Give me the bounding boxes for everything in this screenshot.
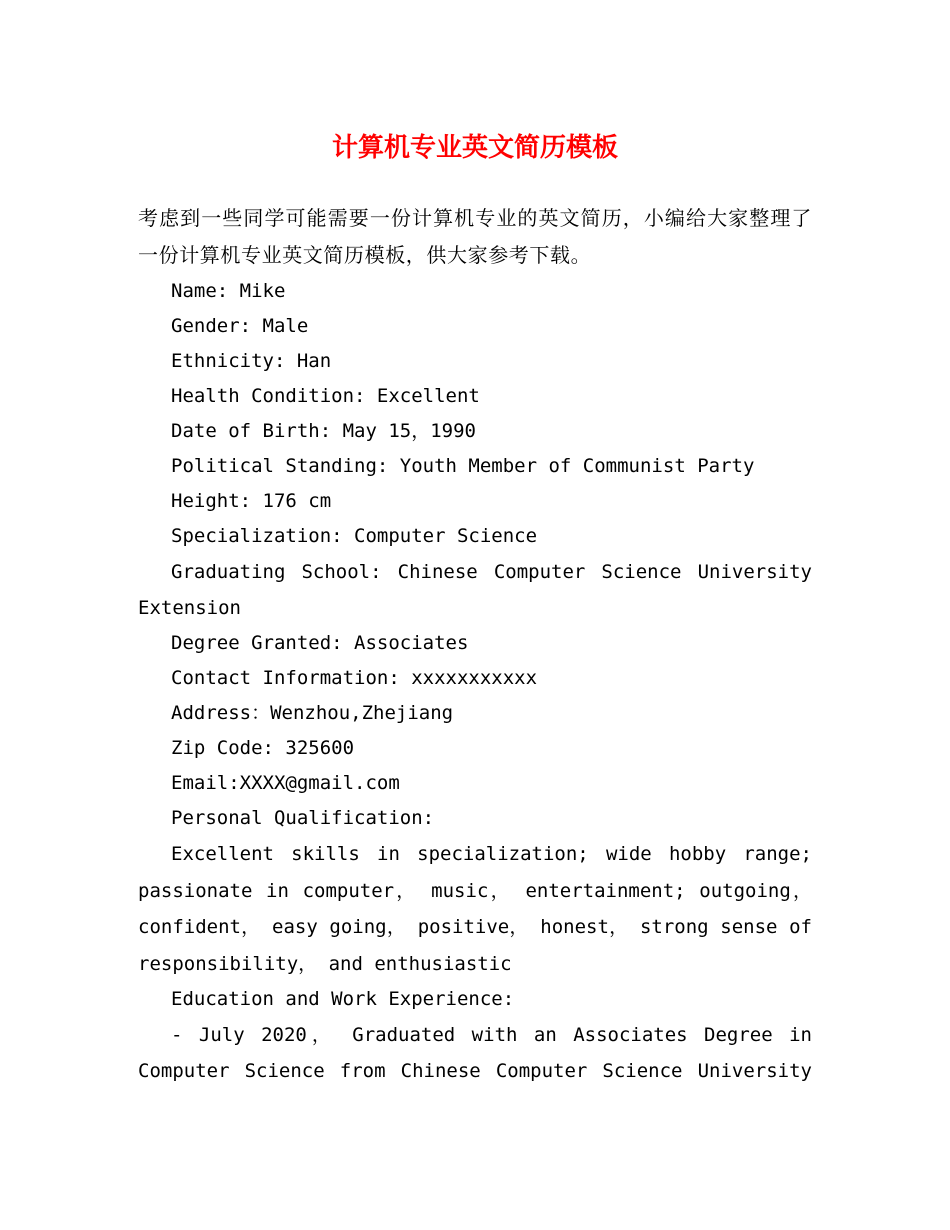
field-ethnicity: Ethnicity: Han (171, 350, 332, 372)
field-graduating-school: Graduating School: Chinese Computer Science University (171, 561, 812, 583)
document-body (138, 200, 812, 1089)
education-line-2: Computer Science from Chinese Computer Science University (138, 1060, 812, 1082)
field-contact-information: Contact Information: xxxxxxxxxxx (171, 667, 538, 689)
field-height: Height: 176 cm (171, 490, 332, 512)
intro-paragraph: 考虑到一些同学可能需要一份计算机专业的英文简历，小编给大家整理了一份计算机专业英文简历模板，供大家参考下载。 (138, 206, 812, 267)
document-title: 计算机专业英文简历模板 (331, 133, 618, 163)
field-graduating-school-continued: Extension (138, 597, 241, 619)
field-political-standing: Political Standing: Youth Member of Communist Party (171, 455, 755, 477)
field-specialization: Specialization: Computer Science (171, 525, 538, 547)
qualification-paragraph: Excellent skills in specialization; wide hobby range; passionate in computer， music， entertainment; outgoing，confident， easy going， positive， honest， strong sense of responsibility， and enthusiastic (138, 843, 812, 975)
field-health-condition: Health Condition: Excellent (171, 385, 480, 407)
personal-qualification-heading: Personal Qualification: (171, 807, 435, 829)
field-address: Address：Wenzhou,Zhejiang (171, 702, 454, 724)
education-heading: Education and Work Experience: (171, 988, 515, 1010)
field-name: Name: Mike (171, 280, 286, 302)
field-degree-granted: Degree Granted: Associates (171, 632, 469, 654)
education-line-1: - July 2020， Graduated with an Associates Degree in (171, 1024, 812, 1046)
field-date-of-birth: Date of Birth: May 15，1990 (171, 420, 476, 442)
field-gender: Gender: Male (171, 315, 309, 337)
field-zip-code: Zip Code: 325600 (171, 737, 355, 759)
field-email: Email:XXXX@gmail.com (171, 772, 400, 794)
